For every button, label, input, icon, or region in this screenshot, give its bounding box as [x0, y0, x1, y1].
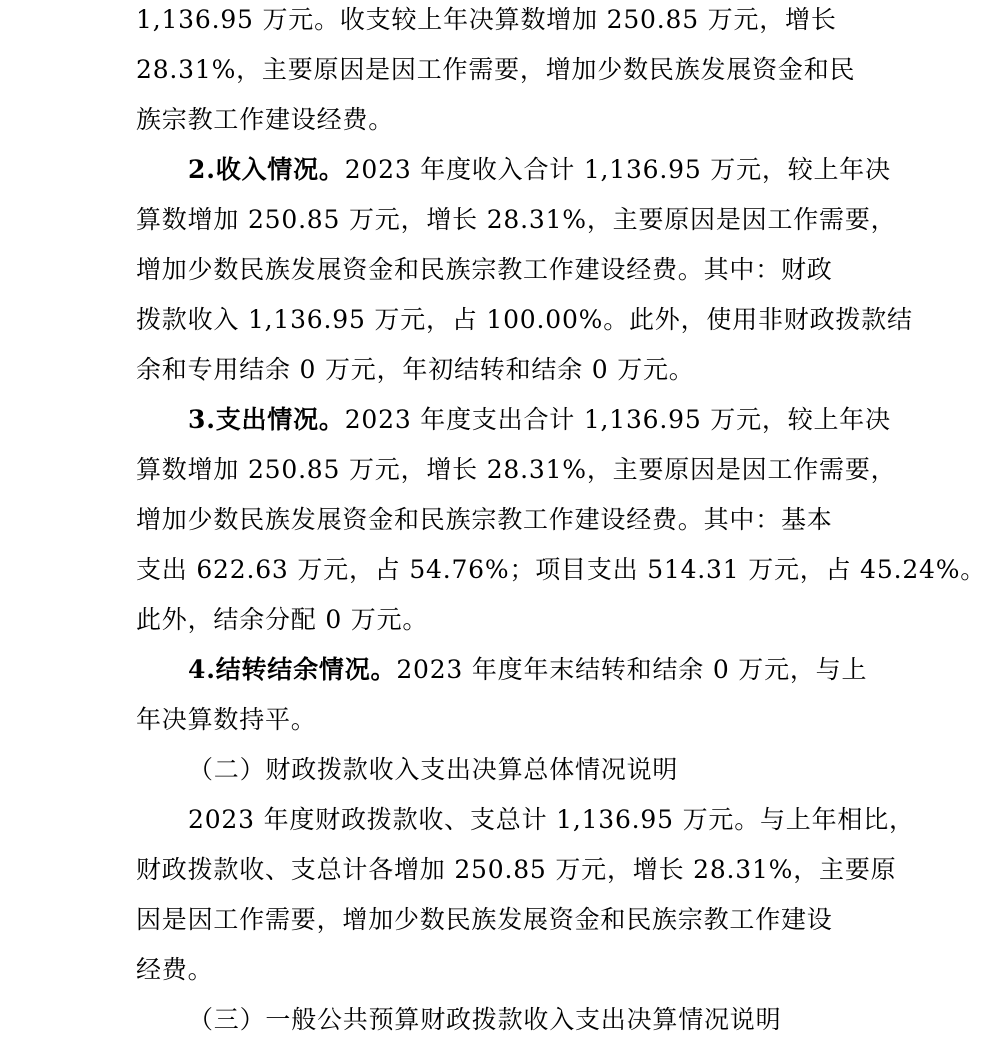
text-line: 经费。: [136, 955, 214, 984]
income-heading: 2.收入情况。: [188, 155, 345, 184]
text-line: 增加少数民族发展资金和民族宗教工作建设经费。其中：基本: [136, 505, 833, 534]
text-line: 拨款收入 1,136.95 万元，占 100.00%。此外，使用非财政拨款结: [136, 305, 913, 334]
carryover-heading: 4.结转结余情况。: [188, 655, 397, 684]
expense-paragraph-first-line: [188, 400, 891, 440]
text-line: 算数增加 250.85 万元，增长 28.31%，主要原因是因工作需要，: [136, 205, 897, 234]
carryover-text: 2023 年度年末结转和结余 0 万元，与上: [396, 655, 868, 684]
section-heading-3: （三）一般公共预算财政拨款收入支出决算情况说明: [188, 1005, 782, 1034]
expense-heading: 3.支出情况。: [188, 405, 345, 434]
text-line: 1,136.95 万元。收支较上年决算数增加 250.85 万元，增长: [136, 5, 837, 34]
text-line: 因是因工作需要，增加少数民族发展资金和民族宗教工作建设: [136, 905, 833, 934]
text-line: 28.31%，主要原因是因工作需要，增加少数民族发展资金和民: [136, 55, 856, 84]
text-line: 支出 622.63 万元，占 54.76%；项目支出 514.31 万元，占 45.24%。: [136, 555, 987, 584]
text-line: 年决算数持平。: [136, 705, 317, 734]
section-heading-2: （二）财政拨款收入支出决算总体情况说明: [188, 755, 679, 784]
text-line: 余和专用结余 0 万元，年初结转和结余 0 万元。: [136, 355, 695, 384]
text-line: 增加少数民族发展资金和民族宗教工作建设经费。其中：财政: [136, 255, 833, 284]
income-paragraph-first-line: [188, 150, 891, 190]
text-line: 族宗教工作建设经费。: [136, 105, 395, 134]
text-line: 财政拨款收、支总计各增加 250.85 万元，增长 28.31%，主要原: [136, 855, 897, 884]
text-line: 算数增加 250.85 万元，增长 28.31%，主要原因是因工作需要，: [136, 455, 897, 484]
expense-text: 2023 年度支出合计 1,136.95 万元，较上年决: [344, 405, 891, 434]
income-text: 2023 年度收入合计 1,136.95 万元，较上年决: [344, 155, 891, 184]
text-line: 此外，结余分配 0 万元。: [136, 605, 429, 634]
carryover-paragraph-first-line: [188, 650, 867, 690]
text-line: 2023 年度财政拨款收、支总计 1,136.95 万元。与上年相比，: [188, 805, 915, 834]
